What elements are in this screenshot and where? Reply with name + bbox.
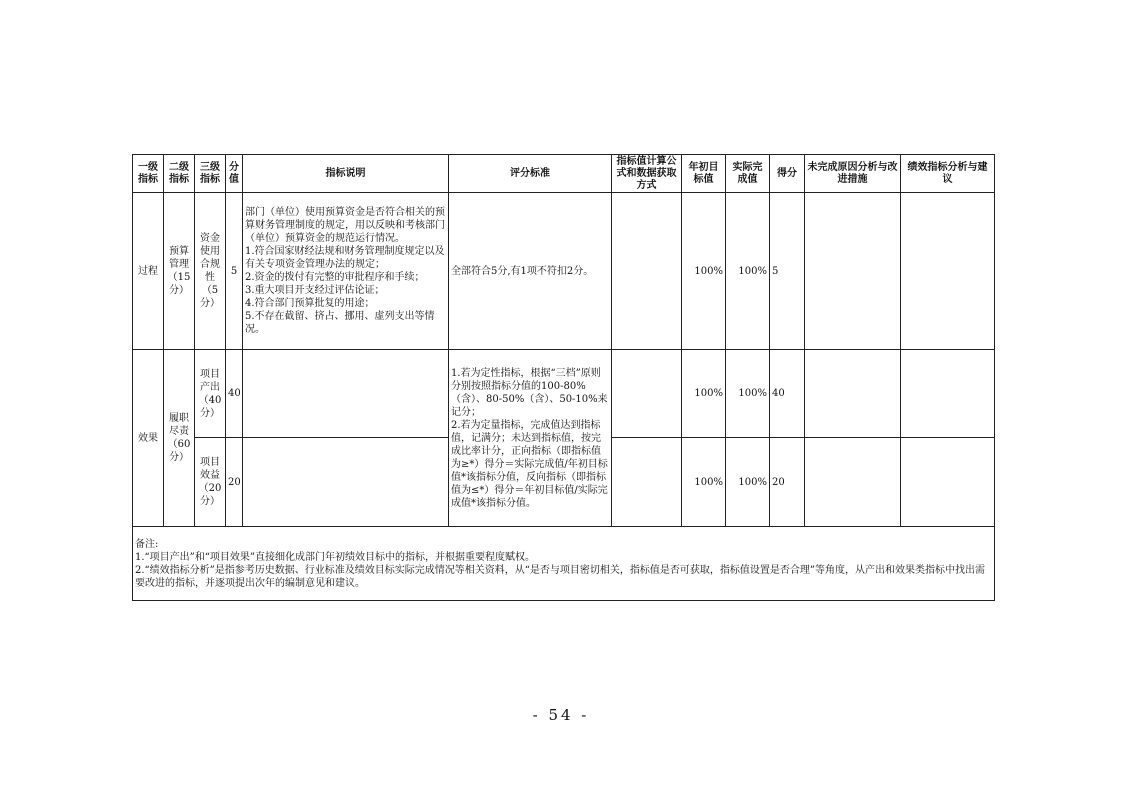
header-suggest: 绩效指标分析与建议 [901, 155, 995, 193]
output-reason [805, 350, 901, 438]
header-actual: 实际完成值 [726, 155, 770, 193]
header-score-value: 分值 [226, 155, 243, 193]
benefit-score: 20 [770, 438, 805, 527]
header-score: 得分 [770, 155, 805, 193]
process-value: 5 [226, 193, 243, 350]
header-reason: 未完成原因分析与改进措施 [805, 155, 901, 193]
table-row [133, 350, 995, 438]
notes-line-1: 1.“项目产出”和“项目效果”直接细化成部门年初绩效目标中的指标，并根据重要程度赋权。 [135, 551, 535, 563]
output-actual: 100% [726, 350, 770, 438]
notes-title: 备注: [135, 538, 159, 550]
header-target: 年初目标值 [682, 155, 726, 193]
header-level1: 一级指标 [133, 155, 164, 193]
process-target: 100% [682, 193, 726, 350]
effect-level1: 效果 [133, 350, 164, 527]
header-row [133, 155, 995, 193]
output-description [243, 350, 449, 438]
process-level1: 过程 [133, 193, 164, 350]
page-number: - 54 - [532, 706, 590, 724]
benefit-description [243, 438, 449, 527]
output-target: 100% [682, 350, 726, 438]
output-level3: 项目产出（40分） [195, 350, 226, 438]
process-suggest [901, 193, 995, 350]
header-formula: 指标值计算公式和数据获取方式 [612, 155, 682, 193]
header-level2: 二级指标 [164, 155, 195, 193]
process-description: 部门（单位）使用预算资金是否符合相关的预算财务管理制度的规定，用以反映和考核部门（单位）预算资金的规范运行情况。 1.符合国家财经法规和财务管理制度规定以及有关专项资金管理办法的规定； 2.资金的拨付有完整的审批程序和手续； 3.重大项目开支经过评估论证； 4.符合部门预算批复的用途； 5.不存在截留、挤占、挪用、虚列支出等情况。 [243, 193, 449, 350]
output-value: 40 [226, 350, 243, 438]
process-reason [805, 193, 901, 350]
benefit-target: 100% [682, 438, 726, 527]
notes-cell [133, 527, 995, 601]
benefit-formula [612, 438, 682, 527]
output-suggest [901, 350, 995, 438]
performance-table [132, 154, 995, 601]
notes-row [133, 527, 995, 601]
output-score: 40 [770, 350, 805, 438]
process-score: 5 [770, 193, 805, 350]
benefit-actual: 100% [726, 438, 770, 527]
benefit-suggest [901, 438, 995, 527]
header-description: 指标说明 [243, 155, 449, 193]
benefit-level3: 项目效益（20分） [195, 438, 226, 527]
process-formula [612, 193, 682, 350]
benefit-value: 20 [226, 438, 243, 527]
effect-standard: 1.若为定性指标，根据“三档”原则分别按照指标分值的100-80%（含）、80-50%（含）、50-10%来记分； 2.若为定量指标，完成值达到指标值，记满分；未达到指标值，按完成比率计分，正向指标（即指标值为≥*）得分＝实际完成值/年初目标值*该指标分值，反向指标（即指标值为≤*）得分＝年初目标值/实际完成值*该指标分值。 [449, 350, 612, 527]
process-level3: 资金使用合规性（5分） [195, 193, 226, 350]
benefit-reason [805, 438, 901, 527]
effect-level2: 履职尽责（60分） [164, 350, 195, 527]
header-level3: 三级指标 [195, 155, 226, 193]
header-standard: 评分标准 [449, 155, 612, 193]
output-formula [612, 350, 682, 438]
process-standard: 全部符合5分,有1项不符扣2分。 [449, 193, 612, 350]
notes-line-2: 2.“绩效指标分析”是指参考历史数据、行业标准及绩效目标实际完成情况等相关资料，从“是否与项目密切相关，指标值是否可获取，指标值设置是否合理”等角度，从产出和效果类指标中找出需要改进的指标，并逐项提出次年的编制意见和建议。 [135, 564, 985, 589]
process-level2: 预算管理（15分） [164, 193, 195, 350]
process-actual: 100% [726, 193, 770, 350]
table-row [133, 193, 995, 350]
